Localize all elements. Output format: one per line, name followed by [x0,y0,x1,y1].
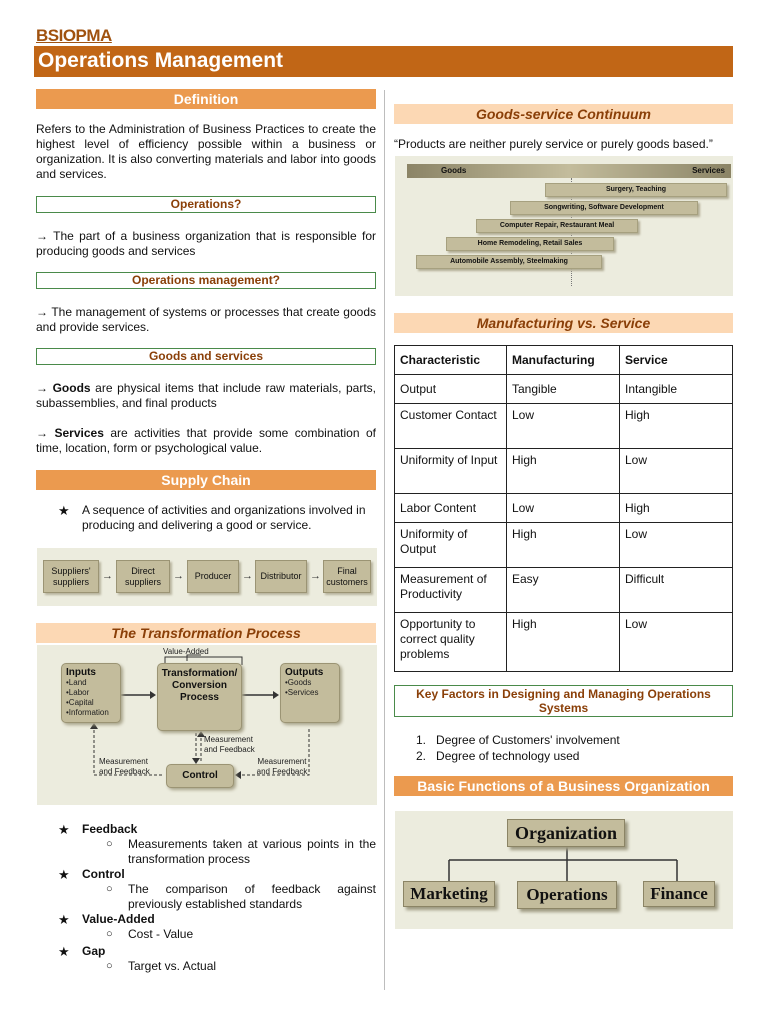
keyfactor-text: Degree of Customers' involvement [436,733,620,747]
supply-node-direct-suppliers: Direct suppliers [116,560,170,593]
transformation-terms [58,822,376,974]
continuum-quote: “Products are neither purely service or purely goods based.” [394,137,713,151]
supply-chain-diagram [37,548,377,606]
supply-chain-text: A sequence of activities and organizations involved in producing and delivering a good or service. [82,503,366,532]
table-cell: Labor Content [395,494,507,523]
transformation-diagram [37,645,377,805]
table-cell: Low [620,449,733,494]
table-cell: High [507,613,620,672]
org-chart [395,811,733,929]
table-cell: Tangible [507,375,620,404]
continuum-step: Home Remodeling, Retail Sales [446,237,614,251]
arrow-right-icon: → [173,570,184,582]
measurement-feedback-right: Measurement and Feedback [256,757,308,776]
star-bullet-icon: ★ [58,944,70,959]
supply-chain-header: Supply Chain [36,470,376,490]
table-cell: Low [507,494,620,523]
supply-node-producer: Producer [187,560,239,593]
star-bullet-icon: ★ [58,867,70,882]
term-feedback-desc: Measurements taken at various points in the transformation process [128,837,376,866]
inputs-item: •Capital [66,698,94,707]
outputs-item: •Services [285,688,319,697]
mvs-table [394,345,733,672]
definition-header: Definition [36,89,376,109]
table-cell: Opportunity to correct quality problems [395,613,507,672]
circle-bullet-icon: ○ [106,960,113,972]
table-cell: Difficult [620,568,733,613]
table-cell: High [620,494,733,523]
table-row [395,494,733,523]
table-cell: Uniformity of Output [395,523,507,568]
org-node-organization: Organization [507,819,625,847]
opsmgmt-question: Operations management? [36,272,376,289]
supply-node-suppliers-suppliers: Suppliers' suppliers [43,560,99,593]
measurement-feedback-mid: Measurement and Feedback [204,735,255,754]
star-bullet-icon: ★ [58,912,70,927]
continuum-step: Surgery, Teaching [545,183,727,197]
term-value-added-desc: Cost - Value [128,927,194,941]
inputs-title: Inputs [66,667,96,678]
opsmgmt-text: → The management of systems or processes that create goods and provide services. [36,305,376,334]
arrow-right-icon: → [102,570,113,582]
operations-question: Operations? [36,196,376,213]
process-node [157,663,242,731]
table-cell: Uniformity of Input [395,449,507,494]
star-bullet-icon: ★ [58,503,70,518]
table-cell: High [507,449,620,494]
circle-bullet-icon: ○ [106,838,113,850]
col-header: Characteristic [395,346,507,375]
list-number: 2. [416,749,427,763]
table-cell: Intangible [620,375,733,404]
continuum-step: Songwriting, Software Development [510,201,698,215]
col-header: Manufacturing [507,346,620,375]
continuum-services-label: Services [692,166,725,175]
basic-functions-header: Basic Functions of a Business Organization [394,776,733,796]
keyfactor-text: Degree of technology used [436,749,580,763]
keyfactors-header: Key Factors in Designing and Managing Operations Systems [394,685,733,717]
list-item [416,748,620,764]
outputs-title: Outputs [285,667,324,678]
outputs-node [280,663,340,723]
outputs-item: •Goods [285,678,312,687]
goods-term: Goods [52,381,91,395]
org-node-marketing: Marketing [403,881,495,907]
inputs-item: •Information [66,708,109,717]
term-control: Control [82,867,125,881]
table-cell: High [620,404,733,449]
table-row [395,523,733,568]
table-cell: Low [620,523,733,568]
column-divider [384,90,385,990]
inputs-node [61,663,121,723]
table-cell: Easy [507,568,620,613]
table-row [395,449,733,494]
mvs-header: Manufacturing vs. Service [394,313,733,333]
term-gap-desc: Target vs. Actual [128,959,217,973]
services-definition [36,426,376,456]
table-cell: Low [620,613,733,672]
keyfactors-list [416,732,620,764]
goods-text: are physical items that include raw materials, parts, subassemblies, and final products [36,381,376,410]
star-bullet-icon: ★ [58,822,70,837]
term-gap: Gap [82,944,106,958]
course-code: BSIOPMA [36,26,112,45]
continuum-goods-label: Goods [441,166,467,175]
transformation-header: The Transformation Process [36,623,376,643]
table-cell: Measurement of Productivity [395,568,507,613]
circle-bullet-icon: ○ [106,883,113,895]
table-cell: Low [507,404,620,449]
continuum-step: Computer Repair, Restaurant Meal [476,219,638,233]
operations-text: → The part of a business organization that is responsible for producing goods and services [36,229,376,258]
col-header: Service [620,346,733,375]
continuum-axis [407,164,731,178]
table-row [395,404,733,449]
services-term: Services [54,426,104,440]
definition-text: Refers to the Administration of Business Practices to create the highest level of efficiency possible within a business or organization. It is also converting materials and labor into goods and services. [36,122,376,181]
table-header-row [395,346,733,375]
process-title: Transformation/ Conversion Process [161,668,238,703]
supply-node-final-customers: Final customers [323,560,371,593]
table-cell: Output [395,375,507,404]
inputs-item: •Land [66,678,87,687]
value-added-label: Value-Added [163,647,209,656]
continuum-step: Automobile Assembly, Steelmaking [416,255,602,269]
table-row [395,613,733,672]
term-feedback: Feedback [82,822,138,836]
arrow-right-icon: → [242,570,253,582]
continuum-diagram [395,156,733,296]
table-cell: High [507,523,620,568]
goods-services-header: Goods and services [36,348,376,365]
measurement-feedback-left: Measurement and Feedback [99,757,150,776]
arrow-right-icon: → [310,570,321,582]
supply-node-distributor: Distributor [255,560,307,593]
list-item [416,732,620,748]
goods-arrow: → [36,381,48,395]
services-text: are activities that provide some combination of time, location, form or psychological value. [36,426,376,455]
supply-chain-bullet [58,503,376,533]
table-row [395,375,733,404]
page-title: Operations Management [34,46,733,77]
term-value-added: Value-Added [82,912,155,926]
org-node-operations: Operations [517,881,617,909]
services-arrow: → [36,426,48,440]
table-row [395,568,733,613]
list-number: 1. [416,733,427,747]
continuum-header: Goods-service Continuum [394,104,733,124]
inputs-item: •Labor [66,688,90,697]
circle-bullet-icon: ○ [106,928,113,940]
goods-definition [36,381,376,411]
table-cell: Customer Contact [395,404,507,449]
org-node-finance: Finance [643,881,715,907]
term-control-desc: The comparison of feedback against previously established standards [128,882,376,911]
control-node: Control [166,764,234,788]
